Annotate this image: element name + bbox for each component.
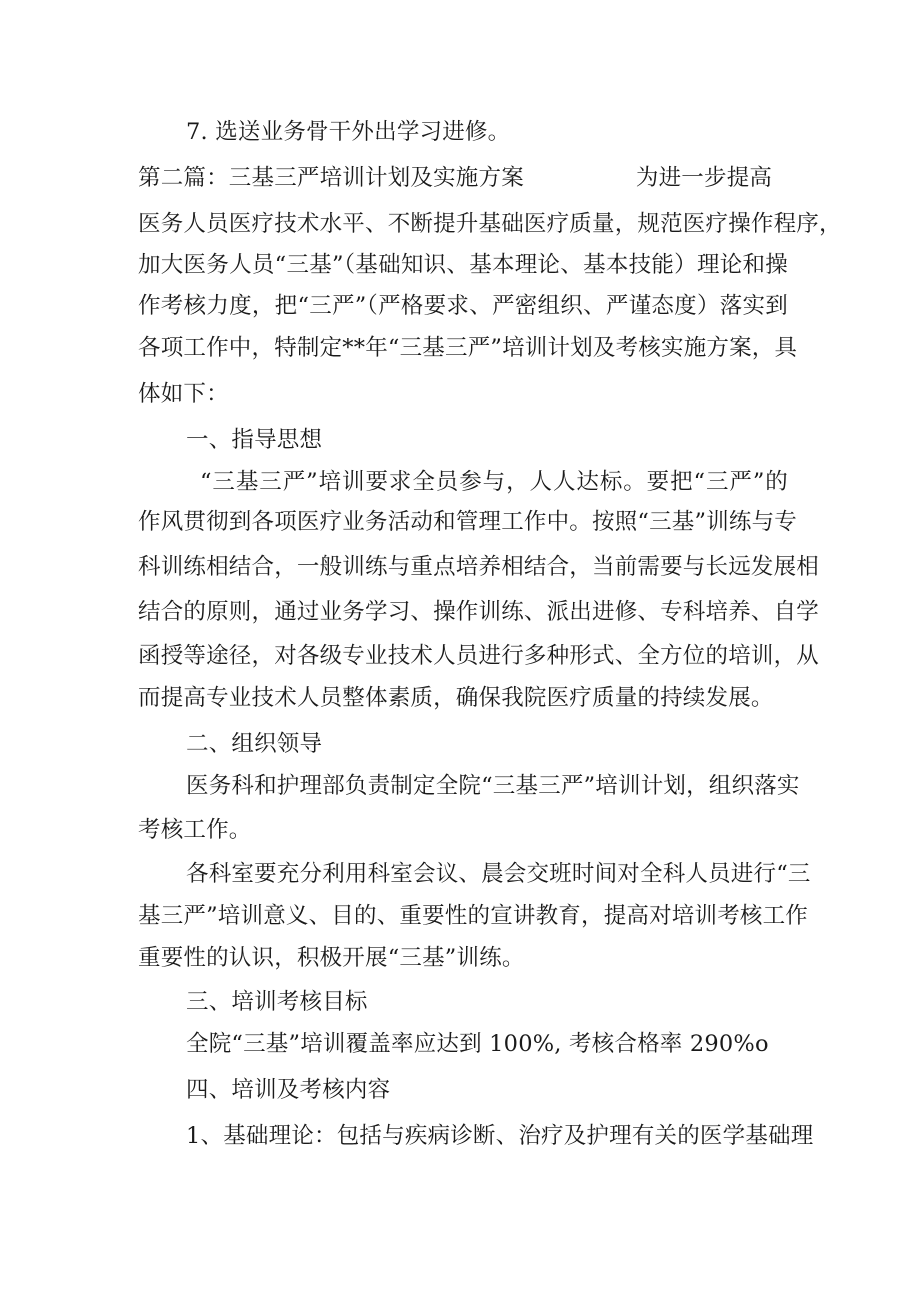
section-heading-1: 一、指导思想 (186, 427, 323, 453)
paragraph-line: 全院“三基”培训覆盖率应达到 100%, 考核合格率 290%o (186, 1031, 769, 1057)
paragraph-line: 结合的原则，通过业务学习、操作训练、派出进修、专科培养、自学 (138, 599, 820, 625)
paragraph-line: 各科室要充分利用科室会议、晨会交班时间对全科人员进行“三 (186, 861, 811, 887)
paragraph-line: “三基三严”培训要求全员参与，人人达标。要把“三严”的 (200, 469, 788, 495)
paragraph-line: 医务人员医疗技术水平、不断提升基础医疗质量，规范医疗操作程序， (138, 211, 842, 237)
paragraph-line: 各项工作中，特制定**年“三基三严”培训计划及考核实施方案，具 (138, 335, 798, 361)
paragraph-line: 医务科和护理部负责制定全院“三基三严”培训计划，组织落实 (186, 773, 800, 799)
paragraph-line: 而提高专业技术人员整体素质，确保我院医疗质量的持续发展。 (138, 685, 774, 711)
paragraph-line: 基三严”培训意义、目的、重要性的宣讲教育，提高对培训考核工作 (138, 903, 809, 929)
paragraph-line: 科训练相结合，一般训练与重点培养相结合，当前需要与长远发展相 (138, 554, 820, 580)
paragraph-line: 考核工作。 (138, 817, 252, 843)
paragraph-line: 作风贯彻到各项医疗业务活动和管理工作中。按照“三基”训练与专 (138, 509, 798, 535)
paragraph-line: 加大医务人员“三基”（基础知识、基本理论、基本技能）理论和操 (138, 252, 788, 278)
section-heading-2: 二、组织领导 (186, 731, 323, 757)
paragraph-start: 为进一步提高 (635, 165, 773, 191)
text-line-item-7: 7. 选送业务骨干外出学习进修。 (186, 119, 511, 145)
section-heading-3: 三、培训考核目标 (186, 989, 368, 1015)
section-heading-4: 四、培训及考核内容 (186, 1077, 391, 1103)
chapter-title: 第二篇：三基三严培训计划及实施方案 (138, 165, 524, 191)
chapter-heading-row (138, 163, 788, 193)
paragraph-line: 体如下： (138, 381, 229, 407)
paragraph-line: 1、基础理论：包括与疾病诊断、治疗及护理有关的医学基础理 (186, 1123, 814, 1149)
paragraph-line: 重要性的认识，积极开展“三基”训练。 (138, 945, 525, 971)
paragraph-line: 作考核力度，把“三严”（严格要求、严密组织、严谨态度）落实到 (138, 293, 788, 319)
paragraph-line: 函授等途径，对各级专业技术人员进行多种形式、全方位的培训，从 (138, 643, 820, 669)
